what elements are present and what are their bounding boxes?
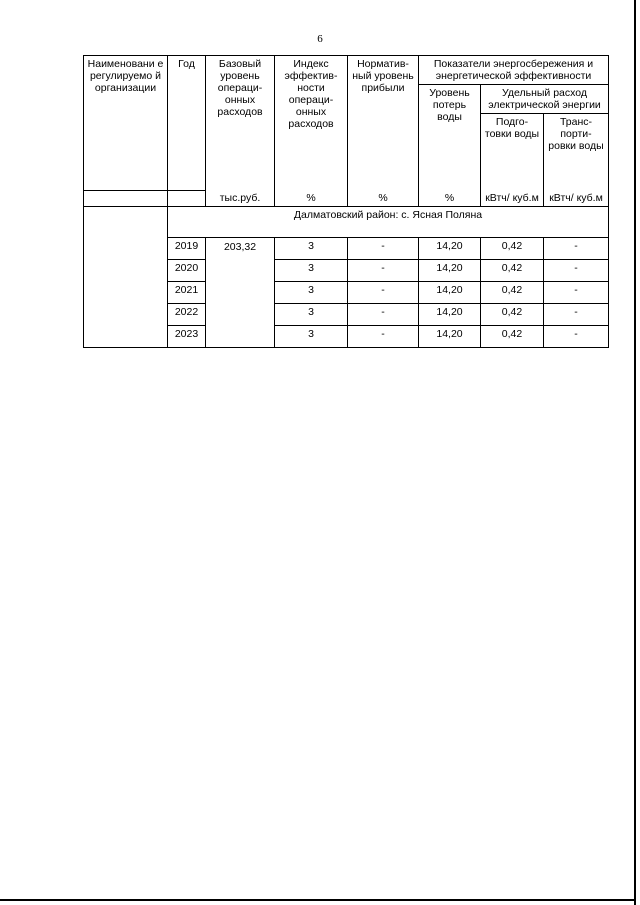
prep-cell: 0,42 <box>481 260 544 282</box>
index-cell: 3 <box>275 282 348 304</box>
loss-cell: 14,20 <box>419 282 481 304</box>
prep-cell: 0,42 <box>481 282 544 304</box>
regulation-table <box>83 55 609 348</box>
loss-cell: 14,20 <box>419 304 481 326</box>
unit-loss-level: % <box>419 190 481 207</box>
unit-name <box>84 190 168 207</box>
loss-cell: 14,20 <box>419 260 481 282</box>
header-normative-profit: Норматив- ный уровень прибыли <box>348 56 419 191</box>
prep-cell: 0,42 <box>481 304 544 326</box>
scan-edge-bottom <box>0 899 636 901</box>
header-specific-consumption: Удельный расход электрической энергии <box>481 85 609 114</box>
profit-cell: - <box>348 326 419 348</box>
unit-normative-profit: % <box>348 190 419 207</box>
transport-cell: - <box>544 304 609 326</box>
index-cell: 3 <box>275 304 348 326</box>
header-water-prep: Подго- товки воды <box>481 114 544 191</box>
prep-cell: 0,42 <box>481 238 544 260</box>
scan-edge-right <box>634 0 636 905</box>
transport-cell: - <box>544 282 609 304</box>
transport-cell: - <box>544 260 609 282</box>
profit-cell: - <box>348 304 419 326</box>
header-base-level: Базовый уровень операци- онных расходов <box>206 56 275 191</box>
year-cell: 2020 <box>168 260 206 282</box>
units-row <box>84 190 609 207</box>
region-title: Далматовский район: с. Ясная Поляна <box>168 207 609 238</box>
region-row <box>84 207 609 238</box>
loss-cell: 14,20 <box>419 326 481 348</box>
header-energy-indicators: Показатели энергосбережения и энергетической эффективности <box>419 56 609 85</box>
header-loss-level: Уровень потерь воды <box>419 85 481 191</box>
unit-year <box>168 190 206 207</box>
year-cell: 2021 <box>168 282 206 304</box>
unit-efficiency-index: % <box>275 190 348 207</box>
prep-cell: 0,42 <box>481 326 544 348</box>
transport-cell: - <box>544 326 609 348</box>
year-cell: 2022 <box>168 304 206 326</box>
base-level-value: 203,32 <box>206 238 275 348</box>
index-cell: 3 <box>275 238 348 260</box>
year-cell: 2019 <box>168 238 206 260</box>
unit-water-transport: кВтч/ куб.м <box>544 190 609 207</box>
page-number: 6 <box>317 33 323 45</box>
header-efficiency-index: Индекс эффектив- ности операци- онных расходов <box>275 56 348 191</box>
transport-cell: - <box>544 238 609 260</box>
index-cell: 3 <box>275 260 348 282</box>
header-year: Год <box>168 56 206 191</box>
index-cell: 3 <box>275 326 348 348</box>
loss-cell: 14,20 <box>419 238 481 260</box>
unit-base-level: тыс.руб. <box>206 190 275 207</box>
header-name: Наименовани е регулируемо й организации <box>84 56 168 191</box>
year-cell: 2023 <box>168 326 206 348</box>
profit-cell: - <box>348 282 419 304</box>
profit-cell: - <box>348 260 419 282</box>
unit-water-prep: кВтч/ куб.м <box>481 190 544 207</box>
profit-cell: - <box>348 238 419 260</box>
header-water-transport: Транс- порти- ровки воды <box>544 114 609 191</box>
organization-name-cell <box>84 207 168 348</box>
